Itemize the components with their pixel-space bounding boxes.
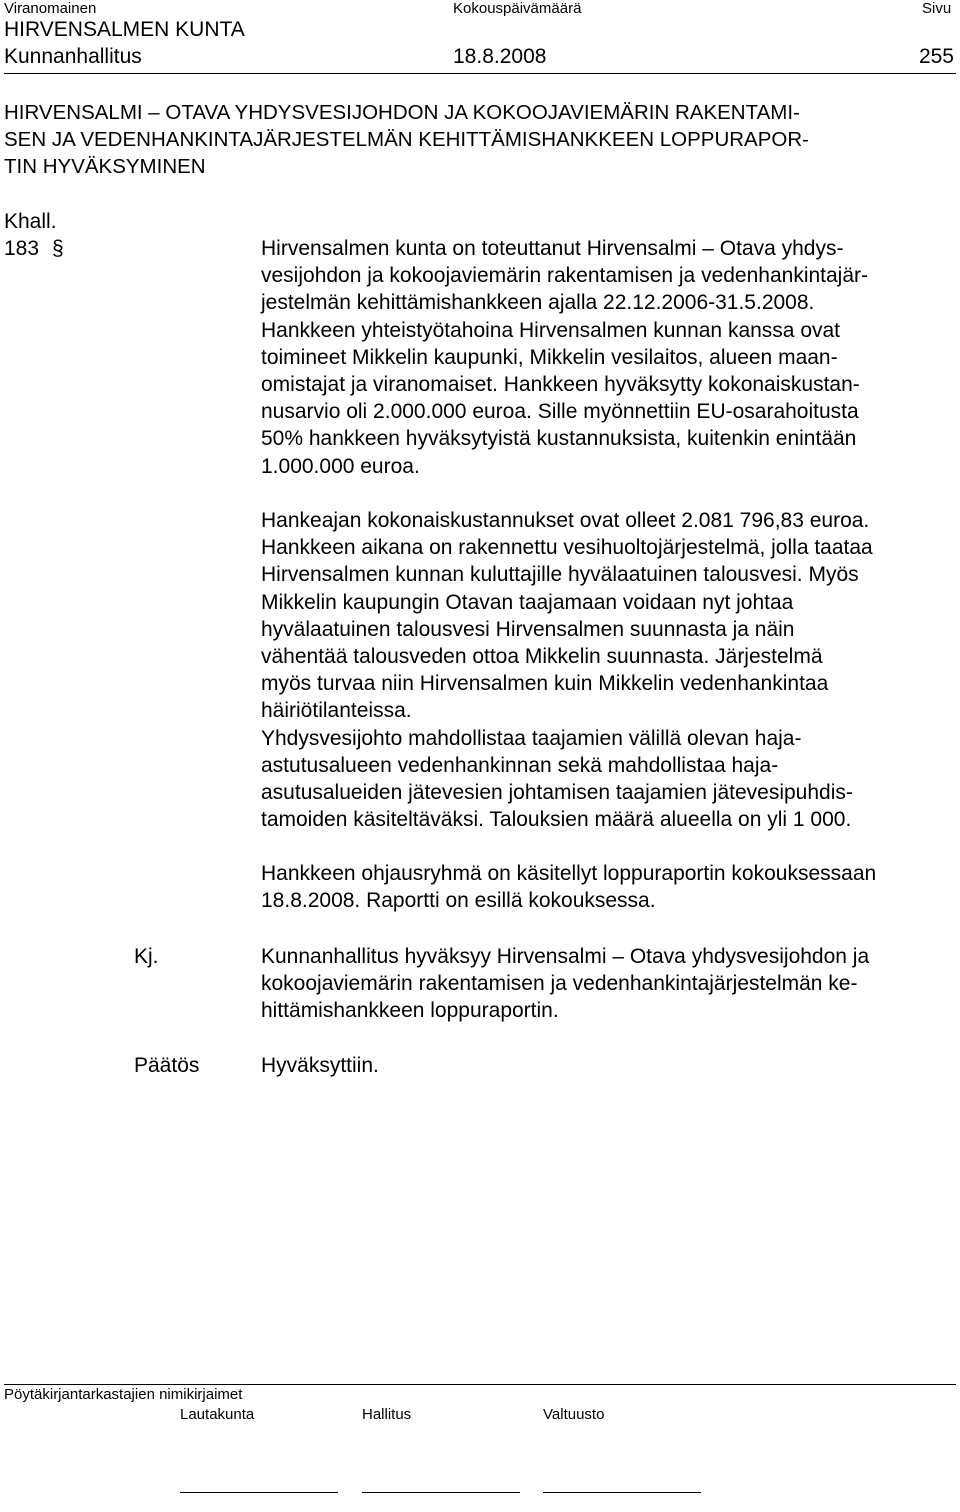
proposal-text (261, 943, 960, 1025)
footer-divider (4, 1384, 956, 1385)
authority-name: Kunnanhallitus (4, 45, 142, 68)
paragraph-line: hyvälaatuinen talousvesi Hirvensalmen suunnasta ja näin (261, 617, 795, 641)
signature-line-lautakunta (180, 1492, 338, 1493)
paragraph-line: Hankeajan kokonaiskustannukset ovat olleet 2.081 796,83 euroa. (261, 509, 870, 532)
footer-lautakunta: Lautakunta (180, 1406, 255, 1423)
header-divider (4, 73, 956, 74)
paragraph-line: jestelmän kehittämishankkeen ajalla 22.12.2006-31.5.2008. (261, 291, 815, 315)
paragraph-line: Yhdysvesijohto mahdollistaa taajamien välillä olevan haja- (261, 726, 802, 750)
proposal-line: hittämishankkeen loppuraportin. (261, 999, 559, 1023)
header-authority-label: Viranomainen (4, 0, 97, 17)
proposal-line: kokoojaviemärin rakentamisen ja vedenhankintajärjestelmän ke- (261, 972, 858, 996)
paragraph-line: vesijohdon ja kokoojaviemärin rakentamisen ja vedenhankintajär- (261, 264, 869, 288)
paragraph-line: Hankkeen aikana on rakennettu vesihuoltojärjestelmä, jolla taataa (261, 536, 873, 560)
paragraph-line: myös turvaa niin Hirvensalmen kuin Mikkelin vedenhankintaa (261, 672, 829, 696)
paragraph-line: 50% hankkeen hyväksytyistä kustannuksista, kuitenkin enintään (261, 427, 857, 451)
page-number: 255 (918, 45, 954, 68)
decision-label: Päätös (134, 1054, 200, 1077)
meeting-date: 18.8.2008 (453, 45, 547, 68)
paragraph-line: vähentää talousveden ottoa Mikkelin suunnasta. Järjestelmä (261, 645, 823, 669)
paragraph-steering-group (261, 860, 960, 914)
header-date-label: Kokouspäivämäärä (453, 0, 582, 17)
paragraph-line: toimineet Mikkelin kaupunki, Mikkelin vesilaitos, alueen maan- (261, 345, 838, 369)
paragraph-line: tamoiden käsiteltäväksi. Talouksien määrä alueella on yli 1 000. (261, 808, 852, 832)
paragraph-line: Hirvensalmen kunta on toteuttanut Hirvensalmi – Otava yhdys- (261, 237, 844, 260)
decision-text: Hyväksyttiin. (261, 1054, 379, 1077)
header-page-label: Sivu (922, 0, 952, 17)
paragraph-line: astutusalueen vedenhankinnan sekä mahdollistaa haja- (261, 753, 779, 777)
case-label: Khall. (4, 210, 57, 233)
paragraph-line: asutusalueiden jätevesien johtamisen taajamien jätevesipuhdis- (261, 781, 853, 805)
paragraph-line: Hankkeen ohjausryhmä on käsitellyt loppuraportin kokouksessaan (261, 862, 877, 885)
title-line-1: HIRVENSALMI – OTAVA YHDYSVESIJOHDON JA KOKOOJAVIEMÄRIN RAKENTAMI- (4, 101, 800, 124)
paragraph-line: Hirvensalmen kunnan kuluttajille hyvälaatuinen talousvesi. Myös (261, 563, 859, 587)
paragraph-line: Hankkeen yhteistyötahoina Hirvensalmen kunnan kanssa ovat (261, 318, 841, 342)
paragraph-line: 18.8.2008. Raportti on esillä kokouksessa. (261, 889, 656, 913)
paragraph-line: 1.000.000 euroa. (261, 454, 420, 478)
paragraph-line: häiriötilanteissa. (261, 699, 412, 723)
proposal-label: Kj. (134, 945, 159, 968)
signature-line-hallitus (362, 1492, 520, 1493)
paragraph-line: Mikkelin kaupungin Otavan taajamaan voidaan nyt johtaa (261, 590, 794, 614)
case-number: 183 (4, 237, 40, 260)
proposal-line: Kunnanhallitus hyväksyy Hirvensalmi – Otava yhdysvesijohdon ja (261, 945, 870, 968)
paragraph-background (261, 235, 960, 480)
footer-valtuusto: Valtuusto (543, 1406, 605, 1423)
title-line-3: TIN HYVÄKSYMINEN (4, 155, 206, 178)
signatures-label: Pöytäkirjantarkastajien nimikirjaimet (4, 1386, 243, 1403)
section-mark: § (52, 237, 64, 260)
municipality-name: HIRVENSALMEN KUNTA (4, 18, 245, 41)
footer-hallitus: Hallitus (362, 1406, 412, 1423)
paragraph-line: nusarvio oli 2.000.000 euroa. Sille myönnettiin EU-osarahoitusta (261, 400, 859, 424)
signature-line-valtuusto (543, 1492, 701, 1493)
paragraph-line: omistajat ja viranomaiset. Hankkeen hyväksytty kokonaiskustan- (261, 373, 860, 397)
paragraph-costs (261, 507, 960, 833)
title-line-2: SEN JA VEDENHANKINTAJÄRJESTELMÄN KEHITTÄMISHANKKEEN LOPPURAPOR- (4, 128, 809, 151)
